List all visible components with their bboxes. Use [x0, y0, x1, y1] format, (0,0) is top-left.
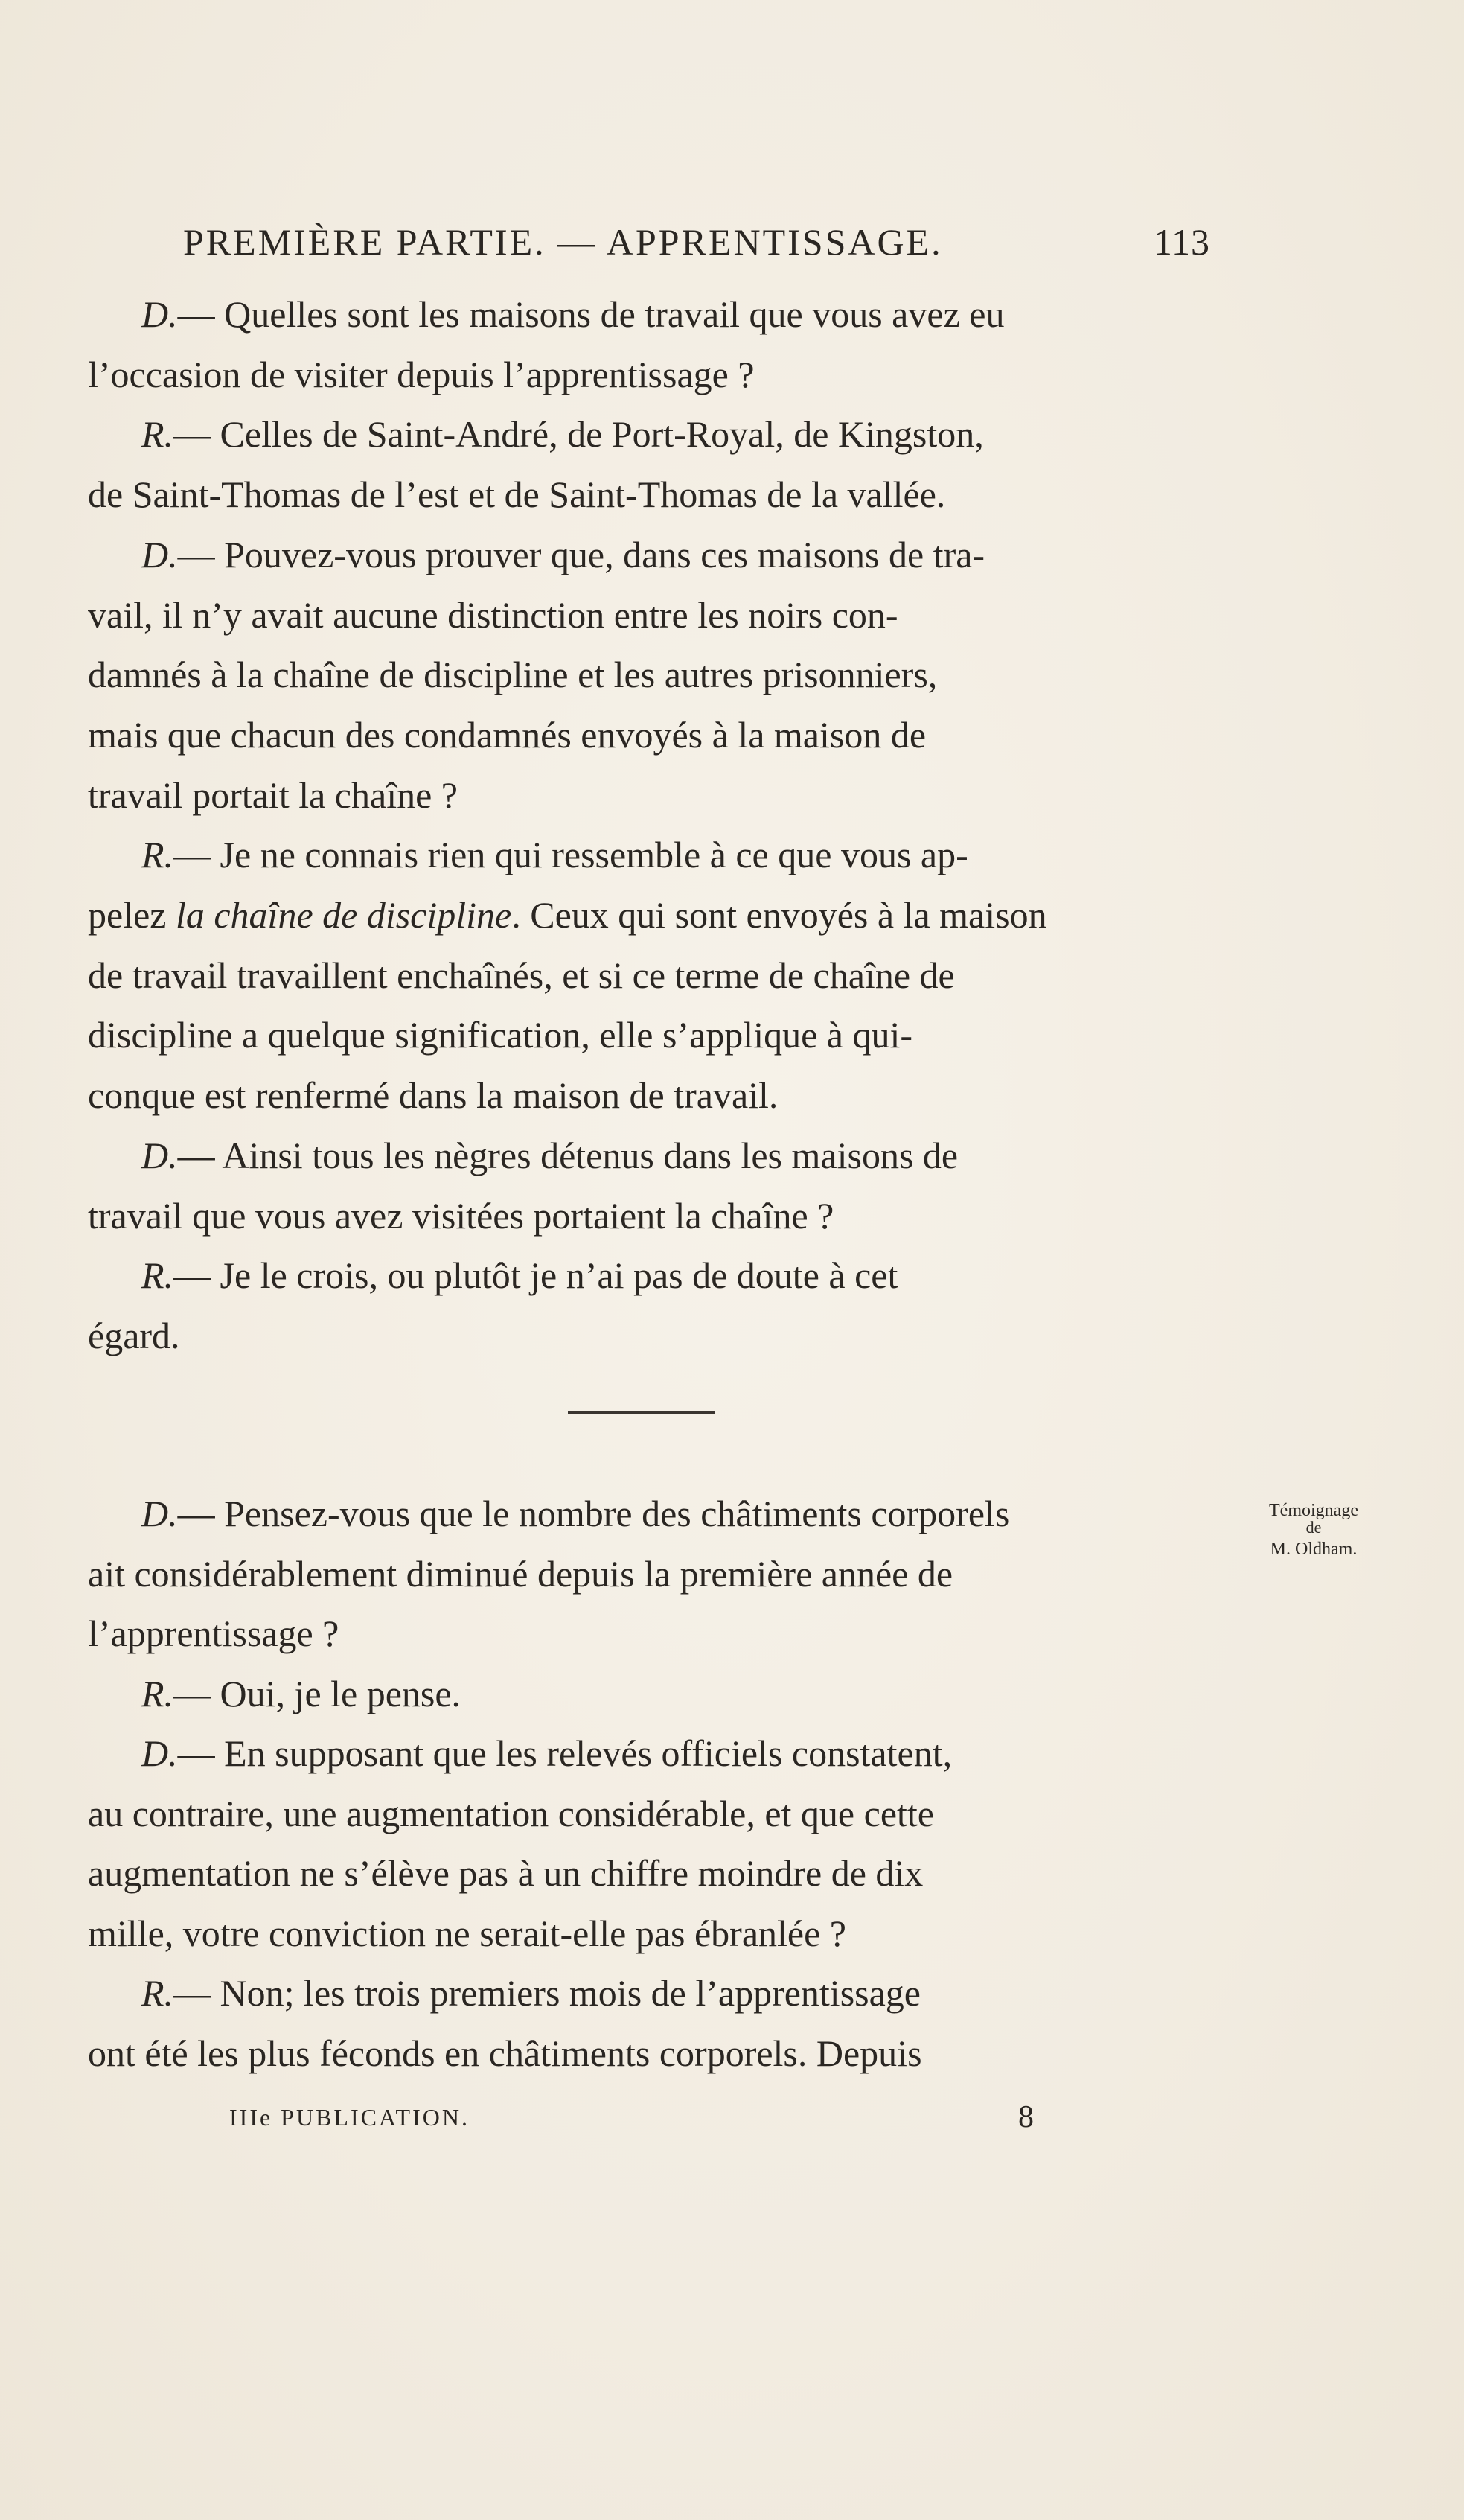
line-text: égard. [88, 1314, 180, 1356]
line-text: — Quelles sont les maisons de travail que vous avez eu [177, 293, 1005, 335]
margin-note [1236, 1500, 1392, 1560]
line-text: l’apprentissage ? [88, 1613, 339, 1654]
running-title: PREMIÈRE PARTIE. — APPRENTISSAGE. [183, 221, 943, 263]
line-text: mais que chacun des condamnés envoyés à la maison de [88, 713, 927, 756]
text-line [88, 712, 926, 757]
line-text: pelez [88, 894, 176, 936]
line-text: — Je le crois, ou plutôt je n’ai pas de doute à cet [173, 1254, 898, 1297]
text-line [88, 1313, 180, 1358]
speaker-marker: D. [141, 1134, 178, 1176]
margin-note-line-1: Témoignage [1269, 1501, 1358, 1520]
text-line [88, 1611, 339, 1656]
line-text: discipline a quelque signification, elle s’applique à qui- [88, 1014, 913, 1056]
text-line [141, 1491, 1009, 1536]
text-line [88, 893, 1047, 937]
line-text: augmentation ne s’élève pas à un chiffre moindre de dix [88, 1852, 924, 1894]
text-line [88, 1911, 846, 1956]
text-line [88, 1791, 934, 1836]
text-line [141, 532, 985, 577]
running-header [183, 220, 1210, 264]
text-line [88, 1851, 923, 1895]
text-line [88, 472, 945, 517]
text-line [141, 292, 1004, 336]
line-text: — Oui, je le pense. [173, 1672, 461, 1714]
text-line [141, 412, 984, 456]
text-line [88, 652, 937, 697]
text-line [141, 832, 968, 877]
line-text: de Saint-Thomas de l’est et de Saint-Thomas de la vallée. [88, 473, 946, 516]
speaker-marker: R. [141, 1972, 174, 2014]
speaker-marker: D. [141, 533, 178, 575]
speaker-marker: D. [141, 1493, 178, 1534]
text-line [88, 953, 955, 998]
line-text: — Pouvez-vous prouver que, dans ces maisons de tra- [177, 533, 985, 575]
text-line [141, 1971, 921, 2015]
text-line [88, 2031, 922, 2076]
line-text: travail portait la chaîne ? [88, 773, 458, 816]
speaker-marker: R. [141, 413, 174, 456]
text-line [88, 1551, 953, 1596]
line-text: au contraire, une augmentation considérable, et que cette [88, 1792, 934, 1834]
line-text: ait considérablement diminué depuis la première année de [88, 1552, 953, 1595]
speaker-marker: R. [141, 834, 174, 876]
speaker-marker: R. [141, 1672, 174, 1714]
page-number: 113 [1153, 221, 1210, 263]
text-line [88, 773, 458, 817]
line-text: — Celles de Saint-André, de Port-Royal, de Kingston, [173, 413, 984, 456]
line-text-suffix: . Ceux qui sont envoyés à la maison [511, 894, 1047, 936]
text-line [88, 352, 755, 397]
italic-phrase: la chaîne de discipline [175, 894, 512, 936]
line-text: — Ainsi tous les nègres détenus dans les maisons de [177, 1134, 959, 1176]
text-line [88, 1193, 834, 1238]
line-text: conque est renfermé dans la maison de travail. [88, 1074, 779, 1117]
footer-publication: IIIe PUBLICATION. [229, 2104, 470, 2131]
line-text: de travail travaillent enchaînés, et si ce terme de chaîne de [88, 954, 955, 996]
line-text: — Je ne connais rien qui ressemble à ce que vous ap- [173, 834, 968, 876]
margin-note-line-2: de [1305, 1518, 1322, 1537]
text-line [141, 1671, 461, 1716]
line-text: l’occasion de visiter depuis l’apprentissage ? [88, 353, 755, 395]
line-text: ont été les plus féconds en châtiments corporels. Depuis [88, 2032, 922, 2074]
line-text: — Non; les trois premiers mois de l’apprentissage [173, 1972, 921, 2014]
text-line [88, 593, 898, 637]
line-text: — Pensez-vous que le nombre des châtiments corporels [177, 1493, 1010, 1534]
speaker-marker: D. [141, 293, 178, 335]
text-line [88, 1012, 912, 1057]
line-text: — En supposant que les relevés officiels constatent, [177, 1732, 953, 1774]
text-line [141, 1133, 958, 1178]
line-text: mille, votre conviction ne serait-elle pas ébranlée ? [88, 1912, 846, 1954]
text-line [88, 1073, 778, 1117]
text-line [141, 1731, 952, 1776]
text-line [141, 1253, 898, 1298]
footer-signature-number: 8 [1018, 2100, 1034, 2134]
speaker-marker: D. [141, 1732, 178, 1774]
line-text: damnés à la chaîne de discipline et les autres prisonniers, [88, 654, 938, 696]
speaker-marker: R. [141, 1254, 174, 1297]
margin-note-line-3: M. Oldham. [1270, 1540, 1358, 1559]
line-text: vail, il n’y avait aucune distinction entre les noirs con- [88, 593, 898, 636]
section-divider [568, 1411, 715, 1414]
line-text: travail que vous avez visitées portaient la chaîne ? [88, 1194, 834, 1237]
